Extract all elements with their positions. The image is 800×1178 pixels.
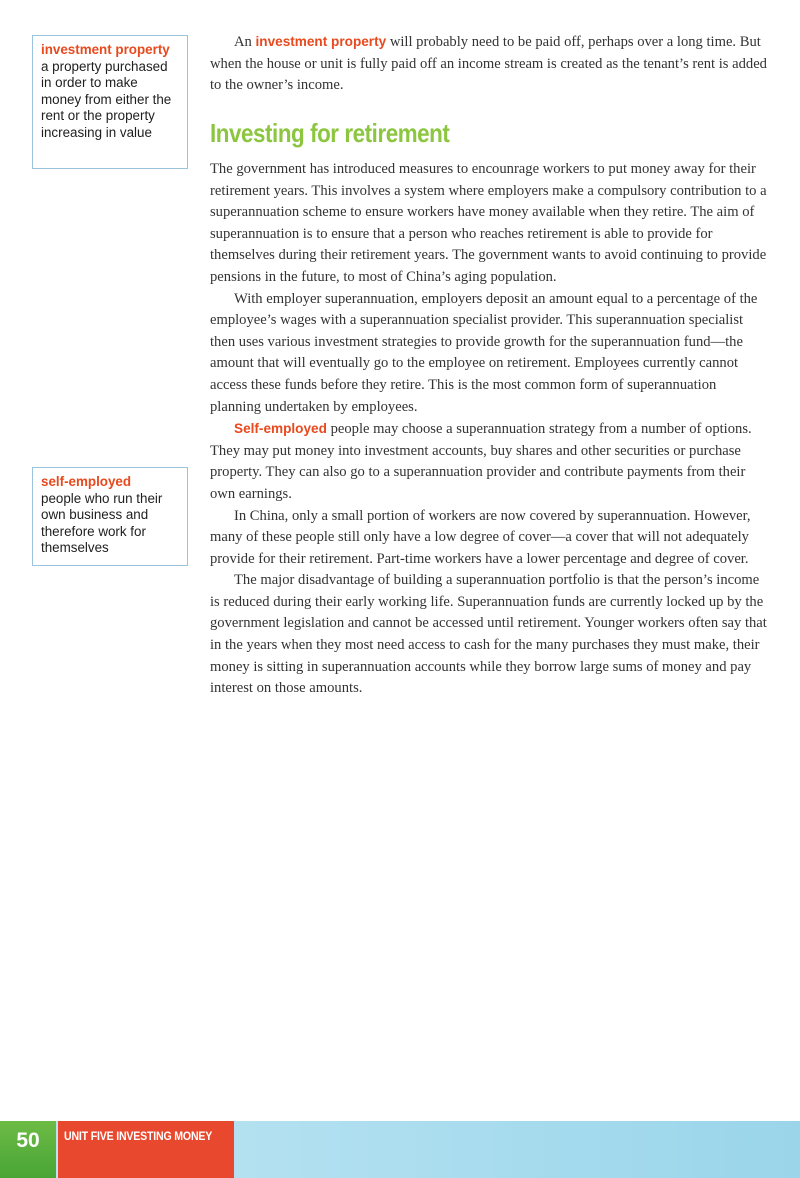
inline-term-investment-property: investment property <box>255 34 387 49</box>
glossary-term: self-employed <box>41 474 132 489</box>
inline-term-self-employed: Self-employed <box>234 421 327 437</box>
glossary-box-investment-property <box>32 35 188 169</box>
glossary-definition: people who run their own business and therefore work for themselves <box>41 490 163 556</box>
intro-text: will probably need to be paid off, perhaps over a long time. But when the house or unit is fully paid off an income stream is created as the tenant’s rent is added to the owner’s income. <box>210 34 767 94</box>
paragraph-2: With employer superannuation, employers deposit an amount equal to a percentage of the employee’s wages with a superannuation specialist provider. This superannuation specialist then uses various investment strategies to provide growth for the superannuation fund—the amount that will eventually go to the employee on retirement. Employees currently cannot access these funds before they retire. This is the most common form of superannuation planning undertaken by employees. <box>210 290 758 415</box>
glossary-definition: a property purchased in order to make money from either the rent or the property increasing in value <box>41 58 172 140</box>
unit-label: UNIT FIVE INVESTING MONEY <box>64 1129 213 1143</box>
glossary-term: investment property <box>41 42 170 57</box>
intro-prefix: An <box>234 34 256 50</box>
paragraph-5: The major disadvantage of building a superannuation portfolio is that the person’s income is reduced during their early working life. Superannuation funds are currently locked up by the government legislation and cannot be accessed until retirement. Younger workers often say that in the years when they most need access to cash for the many purchases they must make, their money is sitting in superannuation accounts while they borrow large sums of money and pay interest on those amounts. <box>210 572 767 697</box>
glossary-box-self-employed <box>32 467 188 566</box>
paragraph-3-text: people may choose a superannuation strategy from a number of options. They may put money into investment accounts, buy shares and other securities or purchase property. They can also go to a superannuation provider and contribute payments from their own earnings. <box>210 421 752 502</box>
paragraph-3 <box>210 418 770 505</box>
intro-paragraph <box>210 31 770 97</box>
paragraph-1: The government has introduced measures to encounrage workers to put money away for their retirement years. This involves a system where employers make a compulsory contribution to a superannuation scheme to ensure workers have money available when they retire. The aim of superannuation is to ensure that a person who reaches retirement is able to provide for themselves during their retirement years. The government wants to avoid continuing to provide pensions in the future, to most of China’s aging population. <box>210 161 767 285</box>
paragraph-4: In China, only a small portion of workers are now covered by superannuation. However, many of these people still only have a low degree of cover—a cover that will not adequately provide for their retirement. Part-time workers have a lower percentage and degree of cover. <box>210 507 751 567</box>
page-number: 50 <box>16 1129 40 1152</box>
section-heading: Investing for retirement <box>210 118 450 148</box>
body-text <box>210 159 770 700</box>
